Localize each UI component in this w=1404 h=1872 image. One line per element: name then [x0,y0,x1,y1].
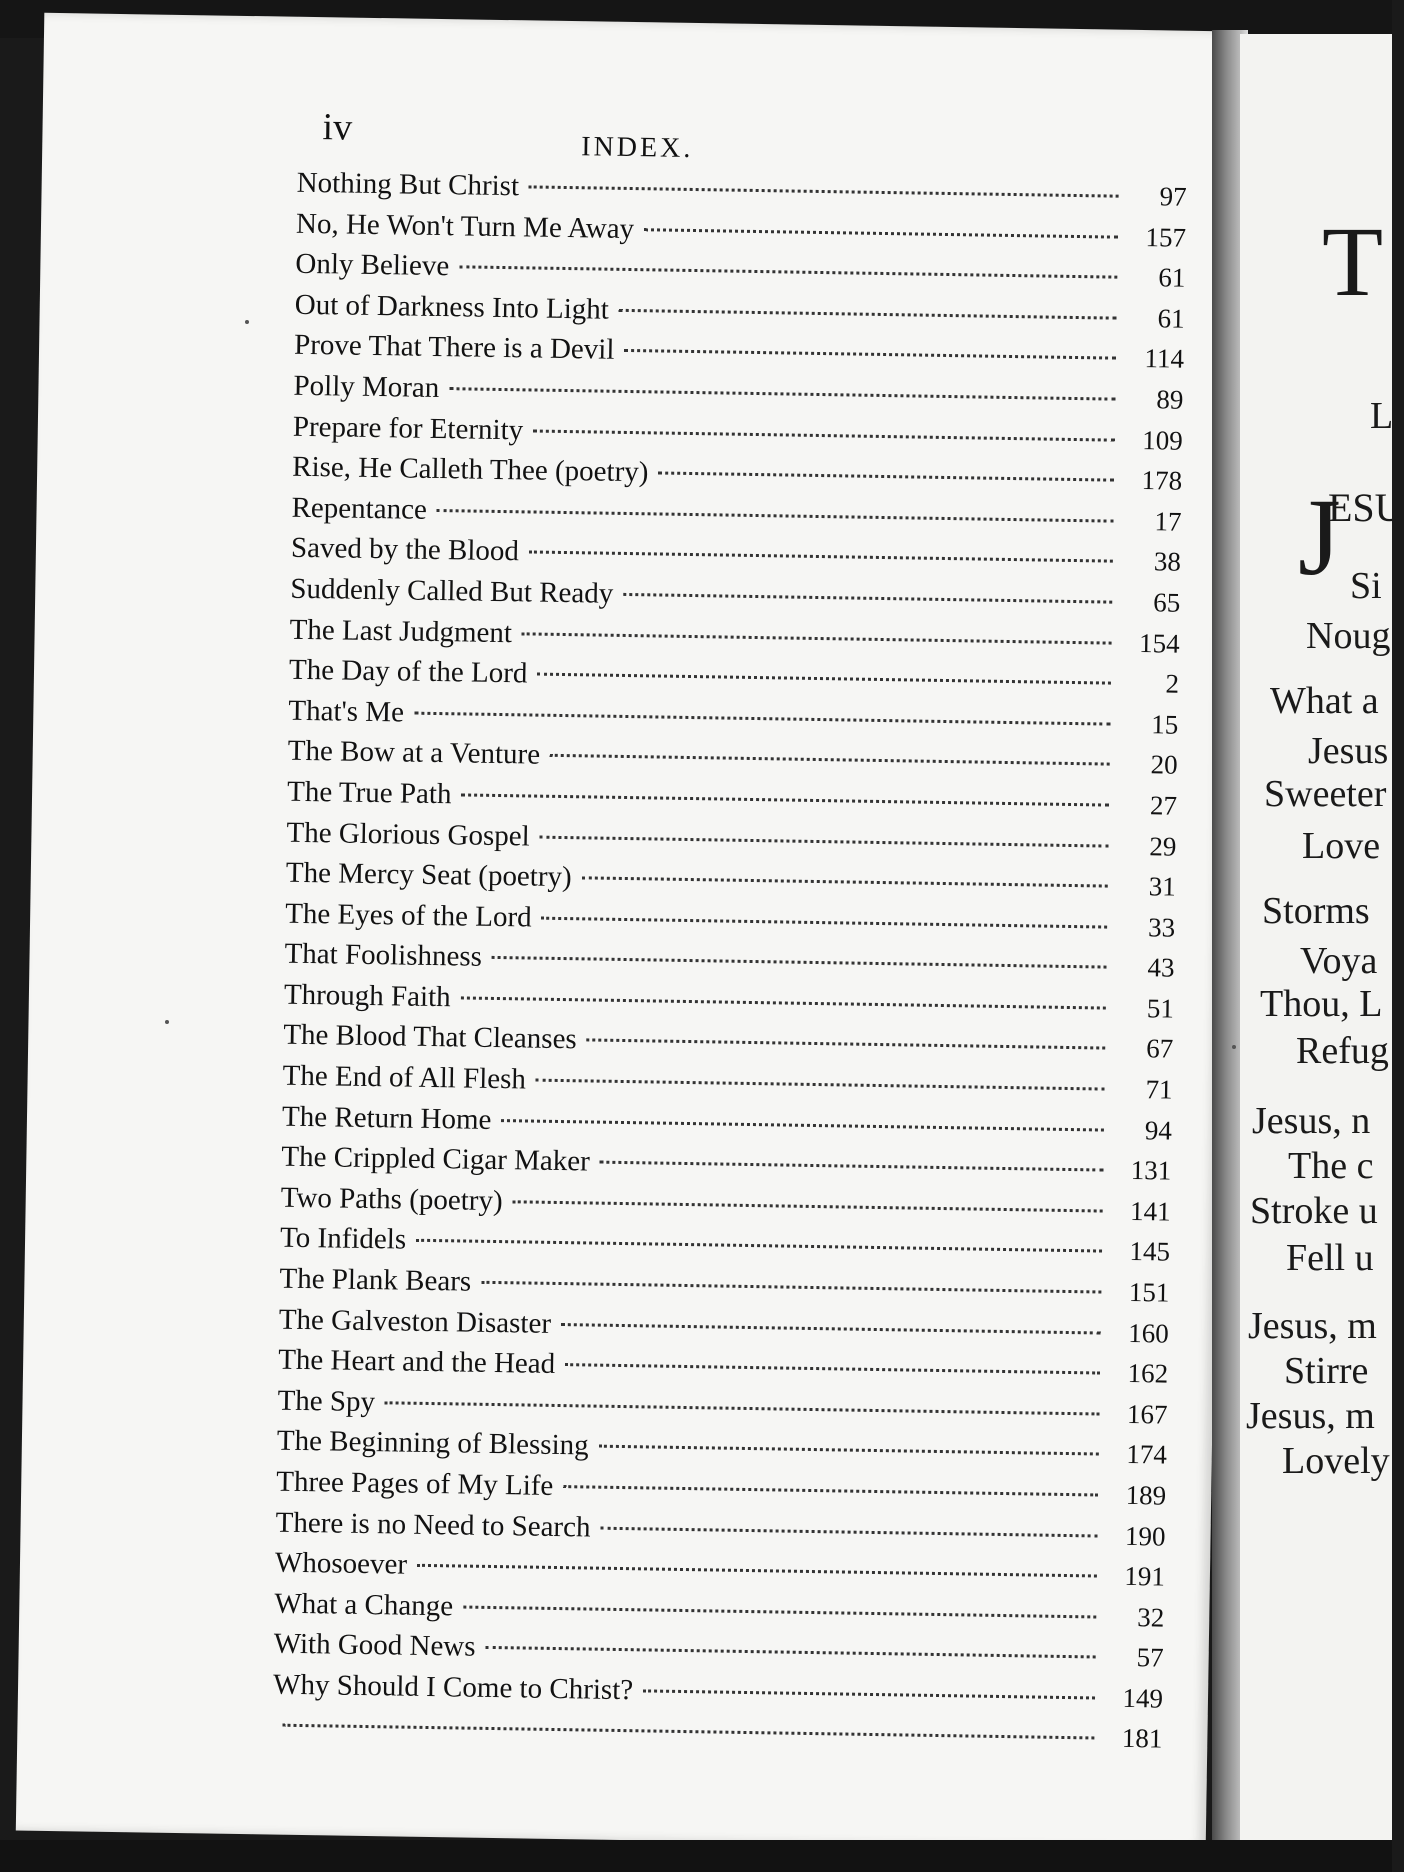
entry-page-number: 154 [1138,627,1180,659]
index-heading: INDEX. [581,131,694,164]
dot-leader [542,916,1108,928]
entry-page-number: 160 [1128,1317,1169,1349]
entry-title: Two Paths (poetry) [280,1181,503,1217]
entry-page-number: 2 [1165,668,1180,699]
right-page-text: Storms [1262,890,1370,932]
entry-title: Prove That There is a Devil [293,329,615,367]
dot-leader [561,1323,1101,1334]
entry-page-number: 149 [1122,1682,1164,1714]
dot-leader [658,472,1114,482]
entry-page-number: 27 [1149,790,1178,821]
entry-page-number: 29 [1149,830,1177,862]
dot-leader [540,835,1109,847]
right-page-text: Voya [1300,940,1378,982]
entry-title: The Beginning of Blessing [276,1425,589,1462]
dot-leader [449,387,1115,400]
entry-title: The Crippled Cigar Maker [281,1140,591,1178]
entry-title: The Blood That Cleanses [283,1019,577,1056]
right-page-text: Fell u [1286,1237,1374,1279]
right-page-text: Jesus, m [1246,1395,1375,1437]
entry-page-number: 162 [1127,1358,1169,1389]
entry-title: With Good News [273,1627,476,1664]
entry-page-number: 38 [1153,546,1182,578]
dot-leader [563,1485,1098,1496]
entry-title: Out of Darkness Into Light [294,288,610,326]
right-page-text: Lovely [1282,1440,1390,1482]
dot-leader [624,349,1116,360]
entry-page-number: 71 [1145,1074,1173,1105]
dot-leader [463,1605,1096,1618]
page-number: iv [322,106,353,149]
entry-title: Suddenly Called But Ready [290,572,614,610]
entry-title: The True Path [286,775,452,811]
scan-border-bottom [0,1840,1392,1872]
entry-title: The Return Home [281,1100,492,1136]
dot-leader [461,996,1106,1009]
dot-leader [587,1039,1106,1050]
entry-page-number: 20 [1150,749,1178,780]
entry-page-number: 189 [1125,1479,1167,1511]
right-page [1240,34,1404,1844]
entry-title: Repentance [291,491,428,526]
right-page-text: L [1370,395,1394,437]
dot-leader [536,1079,1105,1091]
entry-page-number: 61 [1158,262,1186,293]
entry-title: Prepare for Eternity [292,410,524,446]
entry-page-number: 145 [1129,1236,1171,1268]
right-page-text: The c [1288,1145,1374,1187]
dot-leader [582,876,1108,887]
entry-page-number: 94 [1144,1114,1173,1146]
entry-title: The Day of the Lord [288,653,528,690]
entry-title: Why Should I Come to Christ? [272,1668,634,1707]
entry-title: Whosoever [274,1546,408,1581]
entry-title: The Bow at a Venture [287,734,541,771]
dot-leader [619,309,1117,320]
right-page-text: Love [1302,825,1381,867]
entry-page-number: 114 [1144,343,1185,375]
entry-page-number: 109 [1142,424,1184,456]
dot-leader [461,793,1109,806]
entry-page-number: 17 [1154,506,1182,537]
dot-leader [533,429,1115,441]
entry-title: The Spy [277,1384,376,1418]
entry-title: The Heart and the Head [277,1343,556,1381]
dot-leader [643,1689,1095,1699]
scan-speck [165,1020,169,1024]
entry-page-number: 141 [1129,1195,1171,1227]
entry-title: Through Faith [283,978,451,1014]
entry-page-number: 97 [1159,181,1187,212]
right-page-text: Jesus, n [1252,1100,1371,1142]
entry-page-number: 43 [1147,952,1175,983]
dot-leader [600,1526,1097,1537]
entry-page-number: 33 [1147,911,1176,943]
entry-title: The Last Judgment [289,613,513,649]
dot-leader [513,1200,1103,1212]
right-page-text: Stirre [1284,1350,1369,1392]
dot-leader [282,1723,1094,1739]
right-page-text: Noug [1306,615,1391,657]
entry-title: There is no Need to Search [275,1506,591,1544]
entry-page-number: 57 [1136,1642,1164,1673]
entry-title: The Mercy Seat (poetry) [285,856,572,894]
dot-leader [417,1564,1097,1578]
entry-page-number: 51 [1146,993,1175,1024]
entry-page-number: 181 [1121,1722,1163,1754]
dot-leader [459,266,1117,279]
entry-title: Only Believe [295,247,450,283]
dot-leader [481,1281,1101,1294]
dot-leader [486,1646,1096,1659]
right-page-text: What a [1270,680,1379,722]
entry-page-number: 190 [1124,1520,1166,1552]
entry-title: No, He Won't Turn Me Away [295,207,635,245]
entry-title: What a Change [274,1587,454,1623]
entry-title: Three Pages of My Life [276,1465,554,1502]
right-page-text: T [1322,206,1384,317]
dot-leader [599,1445,1099,1456]
entry-page-number: 178 [1141,465,1183,496]
right-page-text: J [1298,476,1341,598]
dot-leader [522,632,1112,644]
entry-page-number: 67 [1145,1033,1174,1065]
dot-leader [644,228,1118,238]
entry-title: Saved by the Blood [290,532,520,568]
right-page-text: Jesus, m [1248,1305,1377,1347]
entry-title: The Glorious Gospel [286,816,530,852]
right-page-text: ESU [1328,485,1404,530]
right-page-text: Jesus [1308,730,1389,772]
dot-leader [600,1161,1104,1172]
entry-page-number: 167 [1126,1398,1168,1430]
right-page-text: Sweeter [1264,773,1387,815]
dot-leader [414,711,1110,725]
entry-title: That's Me [288,694,405,729]
scan-speck [1232,1045,1236,1049]
entry-title: The Eyes of the Lord [284,897,532,934]
dot-leader [437,509,1114,523]
entry-page-number: 174 [1126,1439,1168,1470]
entry-title: Polly Moran [293,369,440,404]
dot-leader [565,1363,1100,1374]
entry-title: The Galveston Disaster [278,1303,552,1340]
dot-leader [537,673,1111,685]
left-page [16,13,1234,1849]
entry-page-number: 31 [1148,871,1176,902]
entry-page-number: 89 [1156,384,1184,415]
entry-title: To Infidels [279,1222,407,1257]
entry-title: The End of All Flesh [282,1059,527,1096]
entry-page-number: 191 [1124,1561,1166,1592]
entry-title: That Foolishness [284,937,483,974]
dot-leader [416,1239,1102,1253]
scan-speck [245,320,249,324]
entry-page-number: 32 [1137,1601,1165,1633]
right-page-text: Stroke u [1250,1190,1378,1232]
entry-page-number: 65 [1152,587,1181,618]
dot-leader [385,1401,1099,1415]
entry-title: Nothing But Christ [296,166,520,203]
entry-page-number: 157 [1145,221,1187,253]
dot-leader [501,1119,1104,1131]
dot-leader [492,956,1107,969]
entry-title: Rise, He Calleth Thee (poetry) [291,450,649,489]
dot-leader [529,551,1113,563]
dot-leader [623,593,1112,604]
right-page-text: Thou, L [1260,983,1383,1025]
dot-leader [550,754,1110,766]
right-page-text: Refug [1296,1030,1389,1072]
right-page-text: Si [1350,565,1382,607]
entry-page-number: 61 [1157,303,1185,334]
entry-title: The Plank Bears [279,1262,472,1298]
index-list [272,167,1187,1764]
entry-page-number: 151 [1128,1276,1170,1308]
entry-page-number: 131 [1130,1155,1172,1186]
entry-page-number: 15 [1151,708,1179,740]
dot-leader [529,185,1119,197]
